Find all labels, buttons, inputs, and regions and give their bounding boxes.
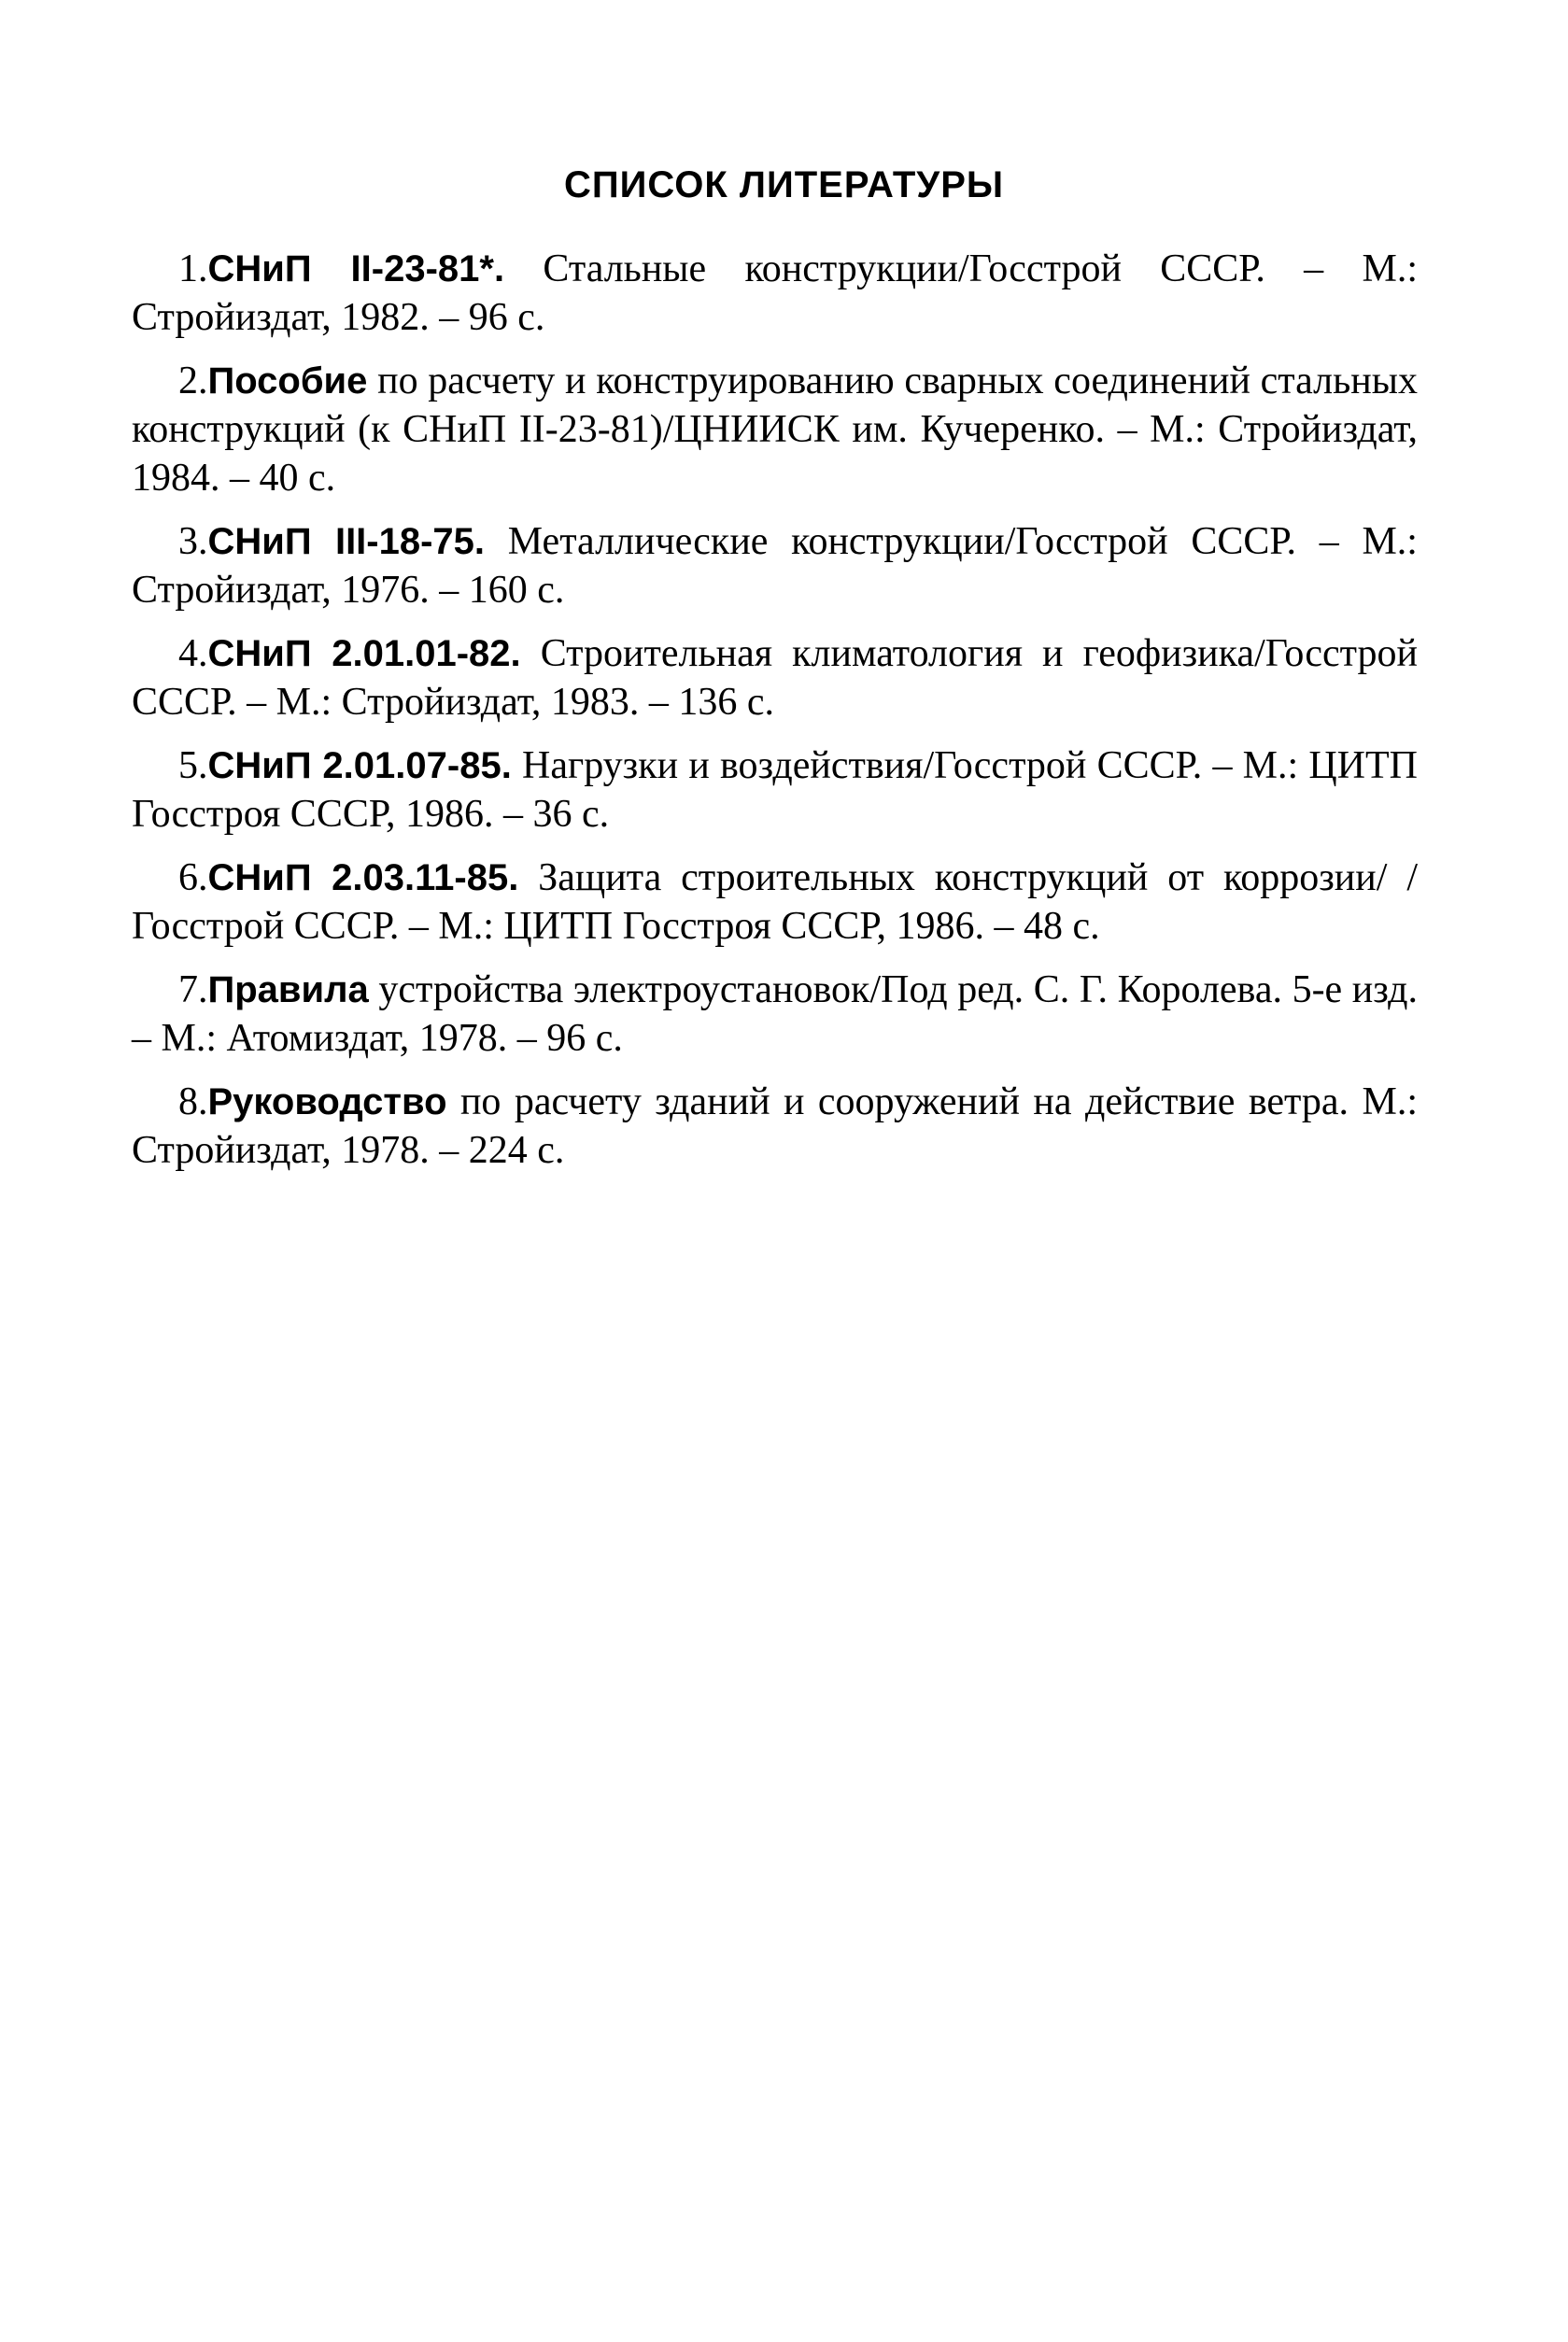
reference-lead: Пособие (207, 360, 368, 402)
reference-number: 6. (178, 856, 208, 899)
reference-text: по расчету и конструированию сварных соединений стальных конструкций (к СНиП II-23-81)/ЦНИИСК им. Кучеренко. – М.: Стройиздат, 1984. – 40 с. (132, 360, 1418, 500)
reference-lead: СНиП II-23-81*. (207, 248, 505, 289)
reference-number: 7. (178, 968, 208, 1011)
reference-text: по расчету зданий и сооружений на действие ветра. М.: Стройиздат, 1978. – 224 с. (132, 1080, 1418, 1172)
reference-item-6 (132, 854, 1418, 951)
reference-number: 1. (178, 247, 208, 290)
reference-text: Нагрузки и воздействия/Госстрой СССР. – М.: ЦИТП Госстроя СССР, 1986. – 36 с. (132, 744, 1419, 836)
reference-item-3 (132, 517, 1418, 614)
reference-lead: СНиП III-18-75. (207, 521, 486, 562)
reference-lead: СНиП 2.01.01-82. (207, 633, 521, 674)
reference-number: 5. (178, 744, 208, 787)
reference-number: 2. (178, 360, 208, 402)
reference-lead: Руководство (207, 1081, 447, 1122)
page-title: СПИСОК ЛИТЕРАТУРЫ (563, 164, 1005, 205)
reference-text: Металлические конструкции/Госстрой СССР. – М.: Стройиздат, 1976. – 160 с. (132, 520, 1418, 612)
reference-lead: СНиП 2.01.07-85. (207, 745, 512, 786)
reference-item-7 (132, 966, 1418, 1063)
reference-text: Стальные конструкции/Госстрой СССР. – М.: Стройиздат, 1982. – 96 с. (132, 247, 1418, 339)
reference-number: 8. (178, 1080, 208, 1123)
reference-list (132, 245, 1418, 1190)
reference-item-1 (132, 245, 1418, 342)
reference-item-4 (132, 629, 1418, 727)
reference-number: 3. (178, 520, 208, 563)
reference-item-8 (132, 1078, 1418, 1175)
reference-lead: Правила (207, 969, 369, 1010)
reference-number: 4. (178, 632, 208, 675)
reference-text: Строительная климатология и геофизика/Госстрой СССР. – М.: Стройиздат, 1983. – 136 с. (132, 632, 1418, 724)
reference-item-5 (132, 741, 1418, 839)
reference-text: Защита строительных конструкций от коррозии/ /Госстрой СССР. – М.: ЦИТП Госстроя СССР, 1986. – 48 с. (132, 856, 1419, 948)
reference-lead: СНиП 2.03.11-85. (207, 857, 519, 898)
reference-item-2 (132, 357, 1418, 502)
reference-text: устройства электроустановок/Под ред. С. Г. Королева. 5-е изд. – М.: Атомиздат, 1978. – 96 с. (132, 968, 1418, 1060)
